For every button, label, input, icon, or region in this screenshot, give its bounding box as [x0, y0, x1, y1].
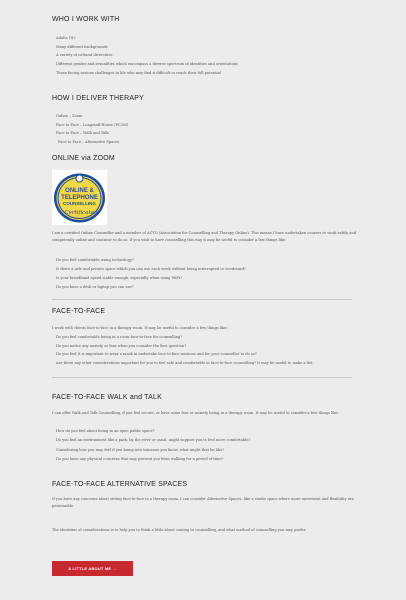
- online-questions: [56, 256, 246, 292]
- logo-script: Certificated: [64, 210, 98, 216]
- list-item: Do you feel comfortable using technology?: [56, 258, 134, 262]
- deliver-heading: HOW I DELIVER THERAPY: [52, 95, 144, 102]
- walk-heading: FACE-TO-FACE WALK and TALK: [52, 394, 162, 401]
- list-item: Face to Face – Walk and Talk: [56, 131, 109, 136]
- logo-line1: ONLINE &: [65, 188, 94, 194]
- about-me-button[interactable]: A LITTLE ABOUT ME →: [52, 561, 133, 576]
- list-item: Do you have any physical concerns that may prevent you from walking for a period of time?: [56, 456, 224, 461]
- list-item: Do you notice any anxiety or fear when you consider the first question?: [56, 343, 187, 348]
- walk-questions: [56, 427, 250, 464]
- list-item: Face to Face – Longstaff House (FC2M): [56, 122, 129, 127]
- alt-heading: FACE-TO-FACE ALTERNATIVE SPACES: [52, 481, 188, 488]
- list-item: Face to Face – Alternative Spaces: [58, 140, 120, 145]
- alt-closing: The identities of considerations is to help you to think a little about coming to counselling, and what method of counselling you may prefer.: [52, 528, 307, 532]
- list-item: Online – Zoom: [56, 114, 83, 118]
- list-item: Are there any other considerations important for you to feel safe and comfortable in face-to-face counselling? It may be useful to make a list.: [56, 361, 314, 366]
- f2f-heading: FACE-TO-FACE: [52, 308, 106, 315]
- f2f-questions: [56, 333, 313, 368]
- list-item: Do you have a desk or laptop you can use?: [56, 285, 134, 289]
- online-heading: ONLINE via ZOOM: [52, 155, 115, 162]
- list-item: Do you feel it is important to wear a mask in undertake face-to-face sessions and for your counsellor to do so?: [56, 352, 257, 357]
- list-item: Adults 18+: [56, 36, 77, 40]
- who-heading: WHO I WORK WITH: [52, 16, 120, 23]
- f2f-paragraph: I work with clients face-to-face in a therapy room. It may be useful to consider a few things like:: [52, 326, 228, 330]
- deliver-list: [56, 112, 128, 147]
- online-counselling-badge-logo: [52, 170, 107, 225]
- list-item: Is there a safe and private space which you can use each week without being interrupted or overheard?: [56, 267, 246, 271]
- who-list: [56, 34, 238, 78]
- list-item: A variety of cultural diversities: [56, 53, 113, 58]
- list-item: Do you feel an environment like a park, by the river or canal, might support you to feel more comfortable?: [56, 438, 251, 443]
- list-item: Different gender and sexualities which encompass a diverse spectrum of identities and orientations: [56, 62, 238, 67]
- online-paragraph: I am a certified Online Counsellor and a member of ACTO (Association for Counselling and Therapy Online). This means I have undertaken courses to work safely and competently online and continue to do so. If you wish to have counselling this way it may be useful to consider a few things like:: [52, 231, 357, 243]
- walk-paragraph: I can offer Walk and Talk Counselling, if you feel secure, or have some fear or anxiety being in a therapy room. It may be useful to consider a few things like:: [52, 411, 339, 415]
- list-item: How do you feel about being in an open public space?: [56, 429, 155, 433]
- list-item: Is your broadband speed stable enough, especially when using WiFi?: [56, 276, 182, 280]
- list-item: Considering how you may feel if you bump into someone you know, what might that be like?: [56, 447, 225, 452]
- list-item: Those facing various challenges in life who may find it difficult to reach their full potential: [56, 70, 221, 75]
- list-item: Do you feel comfortable being in a room face-to-face for counselling?: [56, 335, 183, 339]
- divider: [52, 299, 352, 300]
- divider: [52, 377, 352, 378]
- alt-paragraph: If you have any concerns about sitting face-to-face in a therapy room, I can consider Alternative Spaces, like a studio space where more movement and flexibility are permissible.: [52, 497, 354, 509]
- logo-line3: COUNSELLING: [63, 201, 96, 206]
- list-item: Many different backgrounds: [56, 44, 108, 49]
- logo-line2: TELEPHONE: [61, 195, 98, 201]
